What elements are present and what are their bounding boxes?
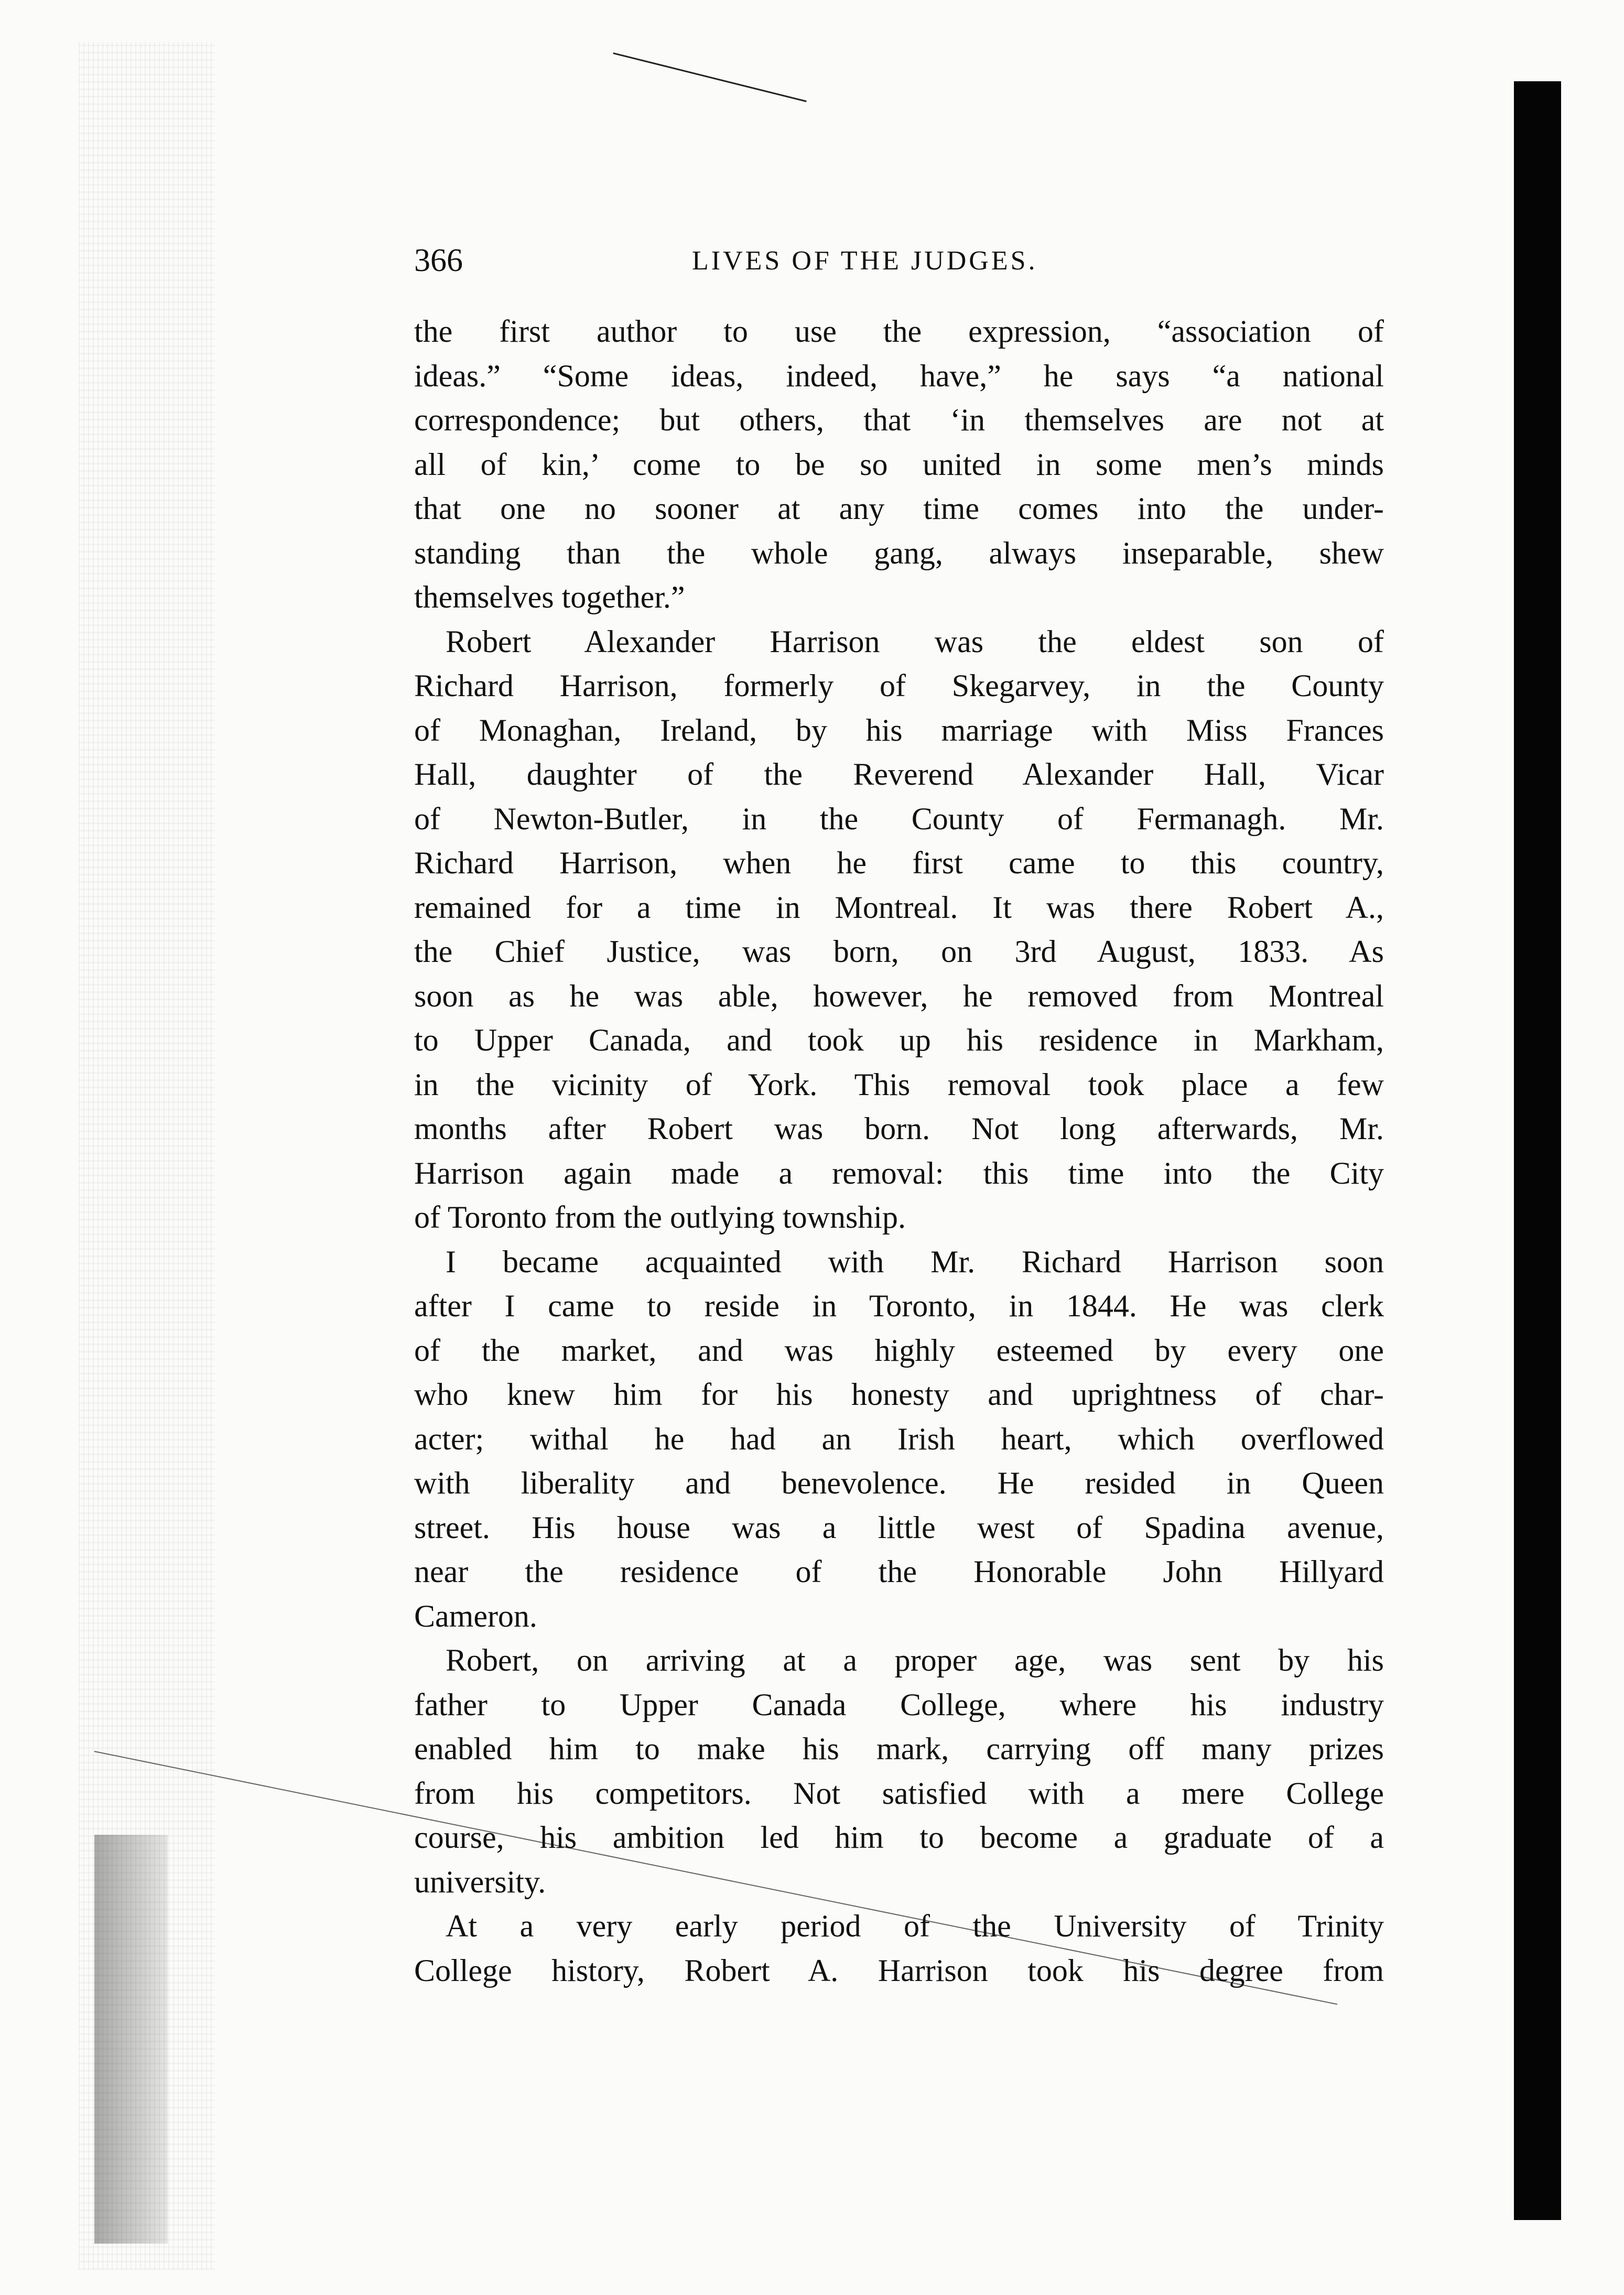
running-head: LIVES OF THE JUDGES. (692, 246, 1038, 276)
scan-artifact-line (613, 52, 806, 102)
text-line: acter; withal he had an Irish heart, which overflowed (414, 1421, 1384, 1456)
text-line: remained for a time in Montreal. It was there Robert A., (414, 890, 1384, 925)
text-line: ideas.” “Some ideas, indeed, have,” he says “a national (414, 358, 1384, 393)
text-line: soon as he was able, however, he removed from Montreal (414, 978, 1384, 1013)
text-line: near the residence of the Honorable John Hillyard (414, 1554, 1384, 1589)
text-line: Cameron. (414, 1598, 537, 1633)
text-line: all of kin,’ come to be so united in some men’s minds (414, 447, 1384, 482)
text-line: of the market, and was highly esteemed by every one (414, 1333, 1384, 1368)
text-line: from his competitors. Not satisfied with a mere College (414, 1776, 1384, 1811)
text-line: of Toronto from the outlying township. (414, 1200, 906, 1235)
text-line: I became acquainted with Mr. Richard Harrison soon (446, 1244, 1384, 1279)
text-line: standing than the whole gang, always inseparable, shew (414, 535, 1384, 570)
text-line: who knew him for his honesty and uprightness of char- (414, 1377, 1384, 1412)
text-line: At a very early period of the University of Trinity (446, 1909, 1384, 1943)
binding-shadow-bar (1514, 81, 1561, 2220)
text-line: in the vicinity of York. This removal took place a few (414, 1067, 1384, 1102)
text-line: months after Robert was born. Not long afterwards, Mr. (414, 1111, 1384, 1146)
text-line: street. His house was a little west of Spadina avenue, (414, 1510, 1384, 1545)
text-line: of Monaghan, Ireland, by his marriage with Miss Frances (414, 712, 1384, 748)
text-line: that one no sooner at any time comes into the under- (414, 491, 1384, 526)
text-line: course, his ambition led him to become a graduate of a (414, 1820, 1384, 1855)
text-line: enabled him to make his mark, carrying off many prizes (414, 1731, 1384, 1766)
text-line: Hall, daughter of the Reverend Alexander Hall, Vicar (414, 757, 1384, 792)
text-line: father to Upper Canada College, where his industry (414, 1687, 1384, 1722)
text-line: to Upper Canada, and took up his residence in Markham, (414, 1023, 1384, 1057)
page-number: 366 (414, 243, 463, 278)
text-line: with liberality and benevolence. He resided in Queen (414, 1466, 1384, 1500)
text-line: Richard Harrison, when he first came to this country, (414, 846, 1384, 880)
text-line: after I came to reside in Toronto, in 1844. He was clerk (414, 1289, 1384, 1323)
text-line: the Chief Justice, was born, on 3rd August, 1833. As (414, 934, 1384, 969)
text-line: Robert Alexander Harrison was the eldest son of (446, 624, 1384, 659)
text-line: Harrison again made a removal: this time into the City (414, 1155, 1384, 1190)
text-line: Richard Harrison, formerly of Skegarvey, in the County (414, 668, 1384, 703)
body-text (414, 309, 1384, 1993)
text-line: College history, Robert A. Harrison took his degree from (414, 1953, 1384, 1988)
text-line: the first author to use the expression, “association of (414, 314, 1384, 349)
text-line: themselves together.” (414, 580, 685, 614)
text-line: Robert, on arriving at a proper age, was sent by his (446, 1643, 1384, 1677)
page-header (414, 242, 1452, 284)
text-line: of Newton-Butler, in the County of Fermanagh. Mr. (414, 801, 1384, 836)
scan-shadow (94, 1835, 168, 2244)
text-line: correspondence; but others, that ‘in themselves are not at (414, 403, 1384, 437)
text-line: university. (414, 1864, 546, 1899)
